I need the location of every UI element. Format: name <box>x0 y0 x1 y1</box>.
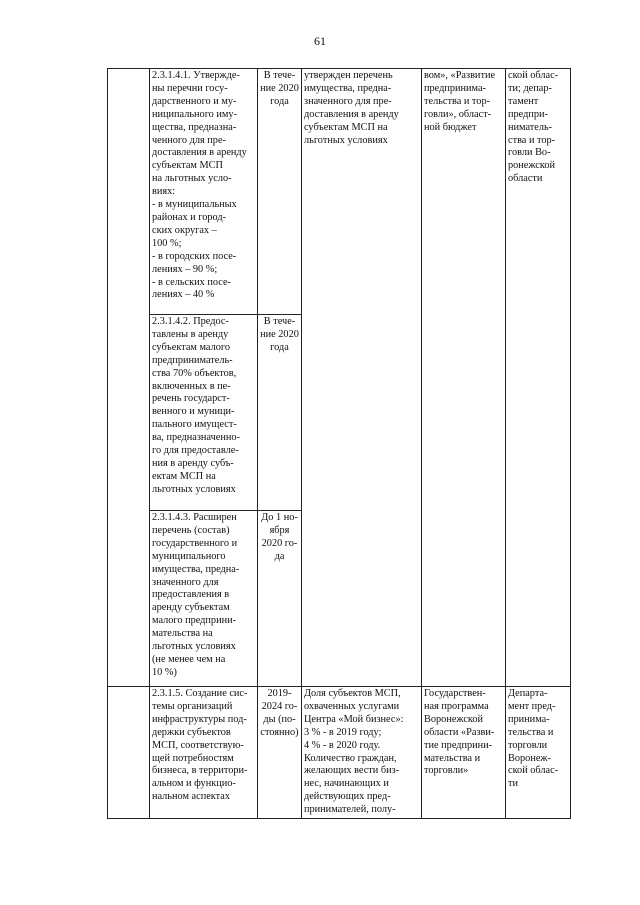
page-number: 61 <box>314 34 326 48</box>
term-cell: В тече- ние 2020 года <box>258 69 302 315</box>
program-cell: вом», «Развитие предпринима- тельства и тор- говли», област- ной бюджет <box>422 69 506 687</box>
measures-table <box>107 68 571 819</box>
table-row <box>108 69 571 315</box>
executor-cell: ской облас- ти; депар- тамент предпри- ниматель- ства и тор- говли Во- ронежской области <box>506 69 571 687</box>
empty-number-cell <box>108 687 150 819</box>
indicator-cell: утвержден перечень имущества, предна- значенного для пре- доставления в аренду субъектам МСП на льготных условиях <box>302 69 422 687</box>
table-row <box>108 687 571 819</box>
executor-cell: Департа- мент пред- принима- тельства и торговли Воронеж- ской облас- ти <box>506 687 571 819</box>
program-cell: Государствен- ная программа Воронежской области «Разви- тие предприни- мательства и торговли» <box>422 687 506 819</box>
indicator-cell: Доля субъектов МСП, охваченных услугами Центра «Мой бизнес»: 3 % - в 2019 году; 4 % - в 2020 году. Количество граждан, желающих вести биз- нес, начинающих и действующих пред- принимателей, полу- <box>302 687 422 819</box>
measure-cell: 2.3.1.4.3. Расширен перечень (состав) государственного и муниципального имущества, предна- значенного для предоставления в аренду субъектам малого предприни- мательства на льготных условиях (не менее чем на 10 %) <box>150 511 258 687</box>
term-cell: До 1 но- ября 2020 го- да <box>258 511 302 687</box>
measure-cell: 2.3.1.5. Создание сис- темы организаций инфраструктуры под- держки субъектов МСП, соответствую- щей потребностям бизнеса, в территори- альном и функцио- нальном аспектах <box>150 687 258 819</box>
empty-number-cell <box>108 69 150 687</box>
measure-cell: 2.3.1.4.1. Утвержде- ны перечни госу- дарственного и му- ниципального иму- щества, предназна- ченного для пре- доставления в аренду субъектам МСП на льготных усло- виях: - в муниципальных районах и город- ских округах – 100 %; - в городских посе- лениях – 90 %; - в сельских посе- лениях – 40 % <box>150 69 258 315</box>
measure-cell: 2.3.1.4.2. Предос- тавлены в аренду субъектам малого предприниматель- ства 70% объектов, включенных в пе- речень государст- венного и муници- пального имущест- ва, предназначенно- го для предоставле- ния в аренду субъ- ектам МСП на льготных условиях <box>150 315 258 511</box>
term-cell: 2019- 2024 го- ды (по- стоянно) <box>258 687 302 819</box>
term-cell: В тече- ние 2020 года <box>258 315 302 511</box>
